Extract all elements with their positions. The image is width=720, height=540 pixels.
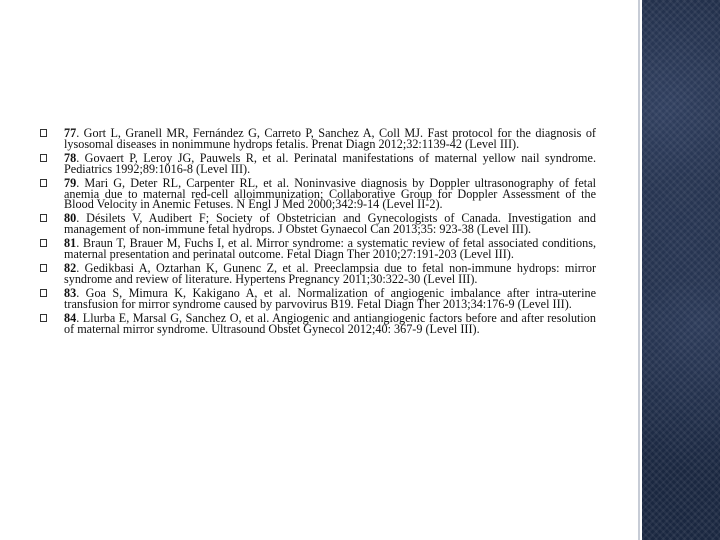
checkbox-bullet-icon bbox=[40, 264, 47, 272]
reference-text: . Llurba E, Marsal G, Sanchez O, et al. Angiogenic and antiangiogenic factors before and after resolution of maternal mirror syndrome. Ultrasound Obstet Gynecol 2012;40: 367-9 (Level III). bbox=[64, 310, 596, 336]
reference-text: . Govaert P, Leroy JG, Pauwels R, et al. Perinatal manifestations of maternal yellow nail syndrome. Pediatrics 1992;89:1016-8 (Level III). bbox=[64, 150, 596, 176]
reference-item bbox=[40, 150, 596, 176]
reference-item bbox=[40, 310, 596, 336]
sidebar-divider bbox=[638, 0, 640, 540]
reference-number: 80 bbox=[64, 211, 77, 226]
reference-list bbox=[40, 128, 596, 334]
reference-number: 84 bbox=[64, 310, 77, 325]
reference-number: 81 bbox=[64, 236, 77, 251]
reference-item bbox=[40, 238, 596, 260]
reference-text: . Gort L, Granell MR, Fernández G, Carreto P, Sanchez A, Coll MJ. Fast protocol for the diagnosis of lysosomal diseases in nonimmune hydrops fetalis. Prenat Diagn 2012;32:1139-42 (Level III). bbox=[64, 126, 596, 151]
reference-number: 77 bbox=[64, 126, 77, 140]
checkbox-bullet-icon bbox=[40, 154, 47, 162]
reference-text: . Braun T, Brauer M, Fuchs I, et al. Mirror syndrome: a systematic review of fetal associated conditions, maternal presentation and perinatal outcome. Fetal Diagn Ther 2010;27:191-203 (Level III). bbox=[64, 236, 596, 262]
reference-item bbox=[40, 285, 596, 311]
reference-item bbox=[40, 260, 596, 286]
checkbox-bullet-icon bbox=[40, 179, 47, 187]
reference-list-container bbox=[40, 128, 596, 337]
reference-text: . Gedikbasi A, Oztarhan K, Gunenc Z, et al. Preeclampsia due to fetal non-immune hydrops: mirror syndrome and review of literature. Hypertens Pregnancy 2011;30:322-30 (Level III). bbox=[64, 260, 596, 286]
reference-number: 83 bbox=[64, 285, 77, 300]
reference-number: 79 bbox=[64, 175, 77, 190]
decorative-sidebar bbox=[642, 0, 720, 540]
checkbox-bullet-icon bbox=[40, 289, 47, 297]
checkbox-bullet-icon bbox=[40, 214, 47, 222]
checkbox-bullet-icon bbox=[40, 239, 47, 247]
checkbox-bullet-icon bbox=[40, 314, 47, 322]
reference-number: 78 bbox=[64, 150, 77, 165]
reference-number: 82 bbox=[64, 260, 77, 275]
reference-item bbox=[40, 175, 596, 212]
reference-item bbox=[40, 213, 596, 235]
reference-item bbox=[40, 128, 596, 150]
checkbox-bullet-icon bbox=[40, 129, 47, 137]
reference-text: . Désilets V, Audibert F; Society of Obstetrician and Gynecologists of Canada. Investigation and management of non-immune fetal hydrops. J Obstet Gynaecol Can 2013;35: 923-38 (Level III). bbox=[64, 211, 596, 237]
reference-text: . Mari G, Deter RL, Carpenter RL, et al. Noninvasive diagnosis by Doppler ultrasonography of fetal anemia due to maternal red-cell alloimmunization; Collaborative Group for Doppler Assessment of the Blood Velocity in Anemic Fetuses. N Engl J Med 2000;342:9-14 (Level II-2). bbox=[64, 175, 596, 212]
reference-text: . Goa S, Mimura K, Kakigano A, et al. Normalization of angiogenic imbalance after intra-uterine transfusion for mirror syndrome caused by parvovirus B19. Fetal Diagn Ther 2013;34:176-9 (Level III). bbox=[64, 285, 596, 311]
